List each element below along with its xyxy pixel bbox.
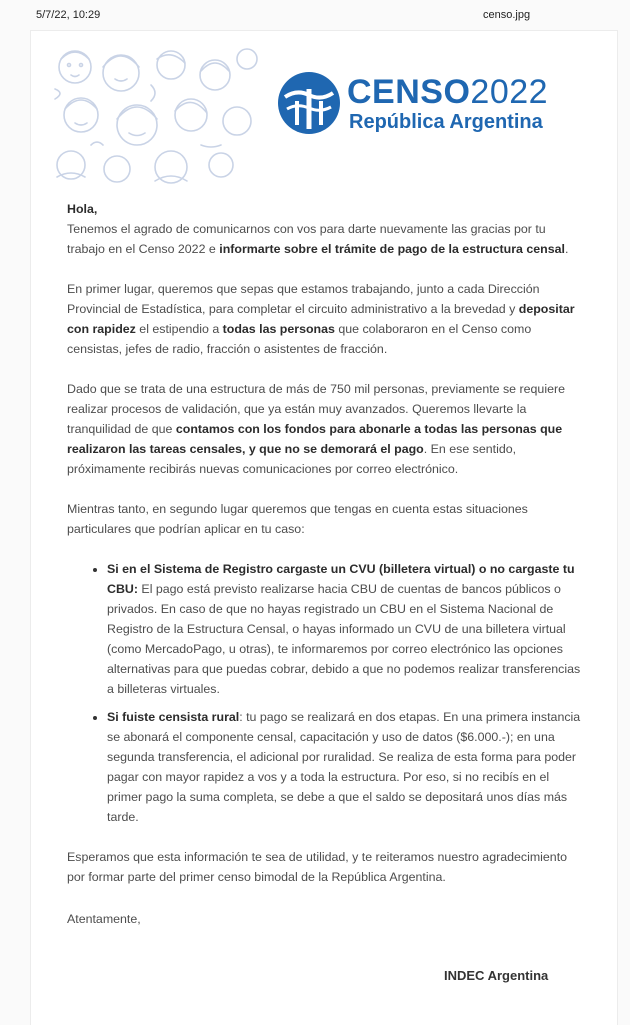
list-item-text: : tu pago se realizará en dos etapas. En una primera instancia se abonará el componente censal, capacitación y uso de datos ($6.000.-); en una segunda transferencia, el adicional por ruralidad. Se realiza de esta forma para poder pagar con mayor rapidez a vos y a toda la estructura. Por eso, si no recibís en el primer pago la suma completa, se debe a que el saldo se depositará unos días más tarde. — [107, 710, 581, 824]
paragraph-bold: todas las personas — [222, 322, 335, 336]
list-item-title: Si en el Sistema de Registro cargaste un CVU (billetera virtual) o no cargaste tu CBU: — [107, 562, 575, 596]
logo-subtitle: República Argentina — [349, 111, 543, 133]
email-banner — [31, 37, 617, 187]
censo-logo-mark-icon — [277, 71, 341, 135]
paragraph-text: que colaboraron en el Censo como censistas, jefes de radio, fracción o asistentes de fracción. — [67, 322, 532, 356]
censo-logo — [277, 71, 577, 141]
paragraph-bold: depositar con rapidez — [67, 302, 575, 336]
signature: INDEC Argentina — [444, 968, 549, 983]
list-item — [107, 707, 587, 827]
logo-title-bold: CENSO — [347, 73, 471, 111]
paragraph-intro — [67, 219, 587, 259]
print-filename: censo.jpg — [483, 9, 531, 21]
greeting: Hola, — [67, 202, 98, 216]
paragraph-text: En primer lugar, queremos que sepas que estamos trabajando, junto a cada Dirección Provincial de Estadística, para completar el circuito administrativo a la brevedad y — [67, 282, 540, 316]
logo-title — [347, 73, 548, 111]
paragraph-text: Tenemos el agrado de comunicarnos con vos para darte nuevamente las gracias por tu trabajo en el Censo 2022 e — [67, 222, 546, 256]
paragraph-payment-work — [67, 279, 587, 359]
list-item — [107, 559, 587, 699]
paragraph-validation — [67, 379, 587, 479]
signoff: Atentamente, — [67, 912, 141, 926]
paragraph-text: Dado que se trata de una estructura de más de 750 mil personas, previamente se requiere realizar procesos de validación, que ya están muy avanzados. Queremos llevarte la tranquilidad de que — [67, 382, 565, 436]
paragraph-bold: informarte sobre el trámite de pago de la estructura censal — [219, 242, 565, 256]
paragraph-text: . En ese sentido, próximamente recibirás nuevas comunicaciones por correo electrónico. — [67, 442, 517, 476]
print-datetime: 5/7/22, 10:29 — [36, 9, 101, 21]
list-item-text: El pago está previsto realizarse hacia CBU de cuentas de bancos públicos o privados. En caso de que no hayas registrado un CBU en el Sistema Nacional de Registro de la Estructura Censal, o hayas informado un CVU de una billetera virtual (como MercadoPago, u otras), te informaremos por correo electrónico las opciones alternativas para que puedas cobrar, debido a que no podemos realizar transferencias a billeteras virtuales. — [107, 582, 581, 696]
logo-title-year: 2022 — [470, 73, 549, 111]
email-page — [30, 30, 618, 1025]
paragraph-text: el estipendio a — [135, 322, 223, 336]
paragraph-situations: Mientras tanto, en segundo lugar queremos que tengas en cuenta estas situaciones particulares que podrían aplicar en tu caso: — [67, 502, 528, 536]
paragraph-closing: Esperamos que esta información te sea de utilidad, y te reiteramos nuestro agradecimiento por formar parte del primer censo bimodal de la República Argentina. — [67, 850, 568, 884]
email-body — [67, 199, 587, 929]
situations-list — [67, 559, 587, 827]
paragraph-text: . — [564, 242, 569, 256]
print-header — [0, 0, 630, 24]
faces-illustration-icon — [51, 45, 261, 185]
list-item-title: Si fuiste censista rural — [107, 710, 240, 724]
paragraph-bold: contamos con los fondos para abonarle a todas las personas que realizaron las tareas censales, y que no se demorará el pago — [67, 422, 563, 456]
